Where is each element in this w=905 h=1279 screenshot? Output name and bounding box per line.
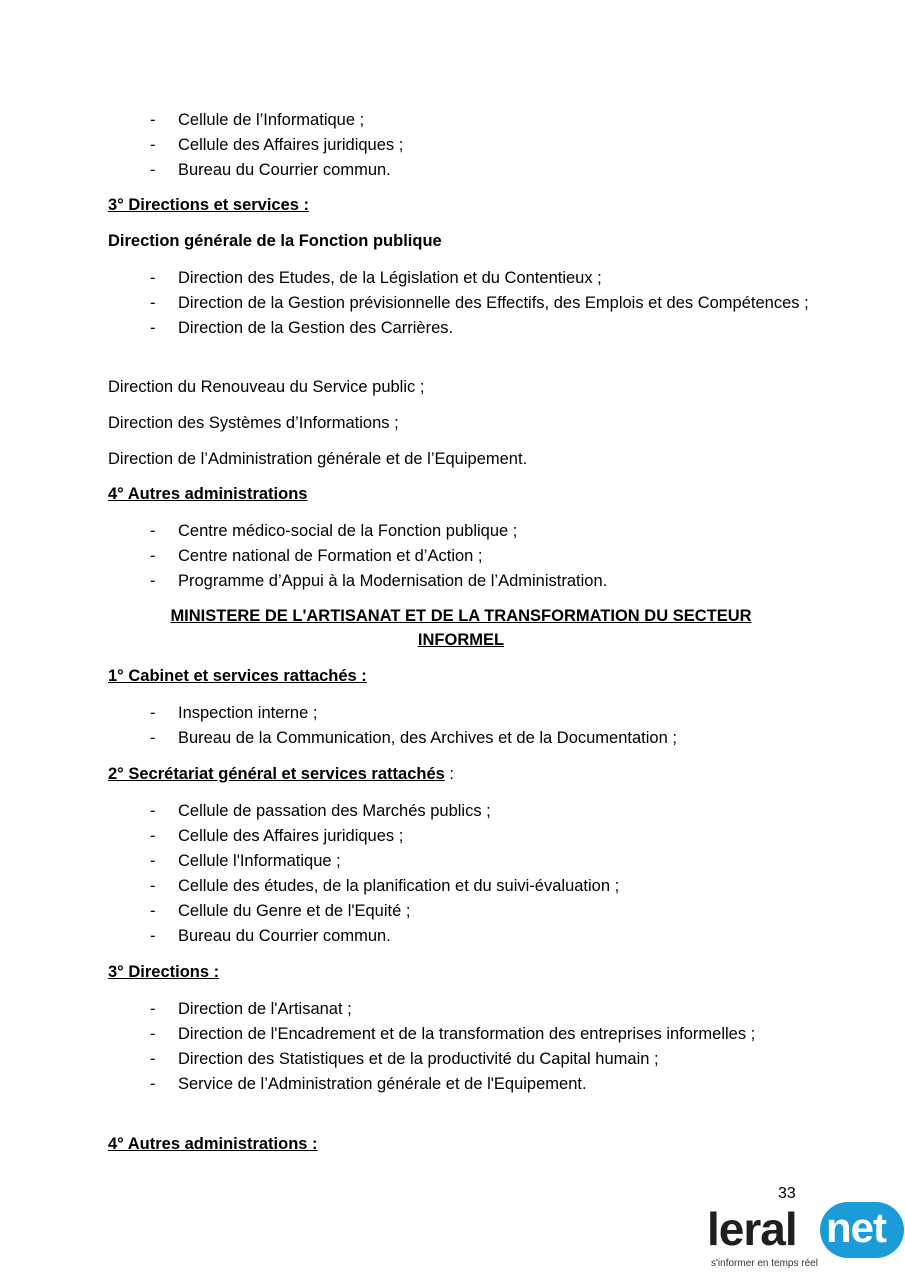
list-item-text: Cellule de l’Informatique ;: [178, 111, 365, 129]
list-item-text: Bureau de la Communication, des Archives et de la Documentation ;: [178, 729, 677, 747]
subheading-dgfp: Direction générale de la Fonction publique: [108, 232, 442, 250]
bullet-dash: -: [150, 1075, 156, 1093]
section-heading-secretariat-colon: :: [444, 765, 454, 783]
leralnet-logo: [707, 1200, 905, 1279]
paragraph-renouveau: Direction du Renouveau du Service public ;: [108, 378, 425, 396]
bullet-dash: -: [150, 877, 156, 895]
list-autres-administrations: [0, 519, 814, 594]
logo-word-net: net: [826, 1204, 886, 1251]
section-heading-cabinet: 1° Cabinet et services rattachés :: [108, 667, 367, 685]
logo-word-leral: leral: [707, 1203, 797, 1255]
list-item: [0, 849, 814, 874]
list-item: [0, 899, 814, 924]
section-heading-directions-services: 3° Directions et services :: [108, 196, 310, 214]
list-item-text: Cellule des Affaires juridiques ;: [178, 827, 404, 845]
list-item-text: Direction de l'Encadrement et de la transformation des entreprises informelles ;: [178, 1025, 756, 1043]
paragraph-systemes: Direction des Systèmes d’Informations ;: [108, 414, 399, 432]
section-heading-autres-administrations: 4° Autres administrations: [108, 485, 308, 503]
bullet-dash: -: [150, 927, 156, 945]
list-item: [0, 874, 814, 899]
bullet-dash: -: [150, 111, 156, 129]
ministry-title-line1: MINISTERE DE L'ARTISANAT ET DE LA TRANSFORMATION DU SECTEUR: [170, 607, 752, 625]
list-cabinet: [0, 701, 814, 751]
bullet-dash: -: [150, 294, 156, 312]
list-item-text: Cellule des études, de la planification et du suivi-évaluation ;: [178, 877, 620, 895]
list-item-text: Cellule de passation des Marchés publics ;: [178, 802, 491, 820]
list-item-text: Programme d’Appui à la Modernisation de l’Administration.: [178, 572, 608, 590]
bullet-dash: -: [150, 161, 156, 179]
list-dgfp-directions: [0, 266, 814, 341]
list-directions: [0, 997, 814, 1097]
logo-tagline: s'informer en temps réel: [711, 1258, 818, 1269]
list-item-text: Cellule du Genre et de l'Equité ;: [178, 902, 411, 920]
bullet-dash: -: [150, 902, 156, 920]
ministry-title: [108, 604, 814, 652]
page-number: 33: [778, 1185, 796, 1202]
list-item: [0, 924, 814, 949]
list-item: [0, 133, 814, 158]
list-item: [0, 544, 814, 569]
ministry-title-line2: INFORMEL: [417, 631, 505, 649]
list-item: [0, 997, 814, 1022]
list-item-text: Inspection interne ;: [178, 704, 318, 722]
list-item-text: Direction des Statistiques et de la productivité du Capital humain ;: [178, 1050, 659, 1068]
list-item-text: Cellule des Affaires juridiques ;: [178, 136, 404, 154]
list-item: [0, 799, 814, 824]
bullet-dash: -: [150, 802, 156, 820]
list-item-text: Service de l’Administration générale et de l'Equipement.: [178, 1075, 587, 1093]
list-item-text: Bureau du Courrier commun.: [178, 927, 391, 945]
bullet-dash: -: [150, 1000, 156, 1018]
list-item: [0, 1022, 814, 1047]
bullet-dash: -: [150, 547, 156, 565]
list-item: [0, 316, 814, 341]
section-heading-secretariat-text: 2° Secrétariat général et services rattachés: [108, 765, 445, 783]
section-heading-secretariat: [108, 762, 454, 787]
bullet-dash: -: [150, 827, 156, 845]
bullet-dash: -: [150, 1050, 156, 1068]
bullet-dash: -: [150, 572, 156, 590]
list-item-text: Cellule l'Informatique ;: [178, 852, 341, 870]
list-item-text: Direction de la Gestion prévisionnelle des Effectifs, des Emplois et des Compétences ;: [178, 294, 809, 312]
bullet-dash: -: [150, 269, 156, 287]
bullet-dash: -: [150, 852, 156, 870]
list-secretariat: [0, 799, 814, 949]
list-item: [0, 824, 814, 849]
bullet-dash: -: [150, 522, 156, 540]
list-item-text: Bureau du Courrier commun.: [178, 161, 391, 179]
list-cellules-1: [0, 108, 814, 183]
list-item: [0, 158, 814, 183]
list-item: [0, 1072, 814, 1097]
bullet-dash: -: [150, 136, 156, 154]
list-item: [0, 726, 814, 751]
section-heading-autres-administrations-2: 4° Autres administrations :: [108, 1135, 318, 1153]
list-item-text: Centre national de Formation et d’Action ;: [178, 547, 483, 565]
list-item-text: Direction de l'Artisanat ;: [178, 1000, 352, 1018]
list-item-text: Centre médico-social de la Fonction publique ;: [178, 522, 518, 540]
list-item: [0, 291, 814, 316]
list-item-text: Direction de la Gestion des Carrières.: [178, 319, 454, 337]
bullet-dash: -: [150, 704, 156, 722]
paragraph-administration: Direction de l’Administration générale et de l’Equipement.: [108, 450, 528, 468]
section-heading-directions: 3° Directions :: [108, 963, 220, 981]
list-item: [0, 701, 814, 726]
list-item-text: Direction des Etudes, de la Législation et du Contentieux ;: [178, 269, 602, 287]
bullet-dash: -: [150, 729, 156, 747]
list-item: [0, 1047, 814, 1072]
list-item: [0, 519, 814, 544]
list-item: [0, 266, 814, 291]
bullet-dash: -: [150, 319, 156, 337]
list-item: [0, 108, 814, 133]
bullet-dash: -: [150, 1025, 156, 1043]
list-item: [0, 569, 814, 594]
